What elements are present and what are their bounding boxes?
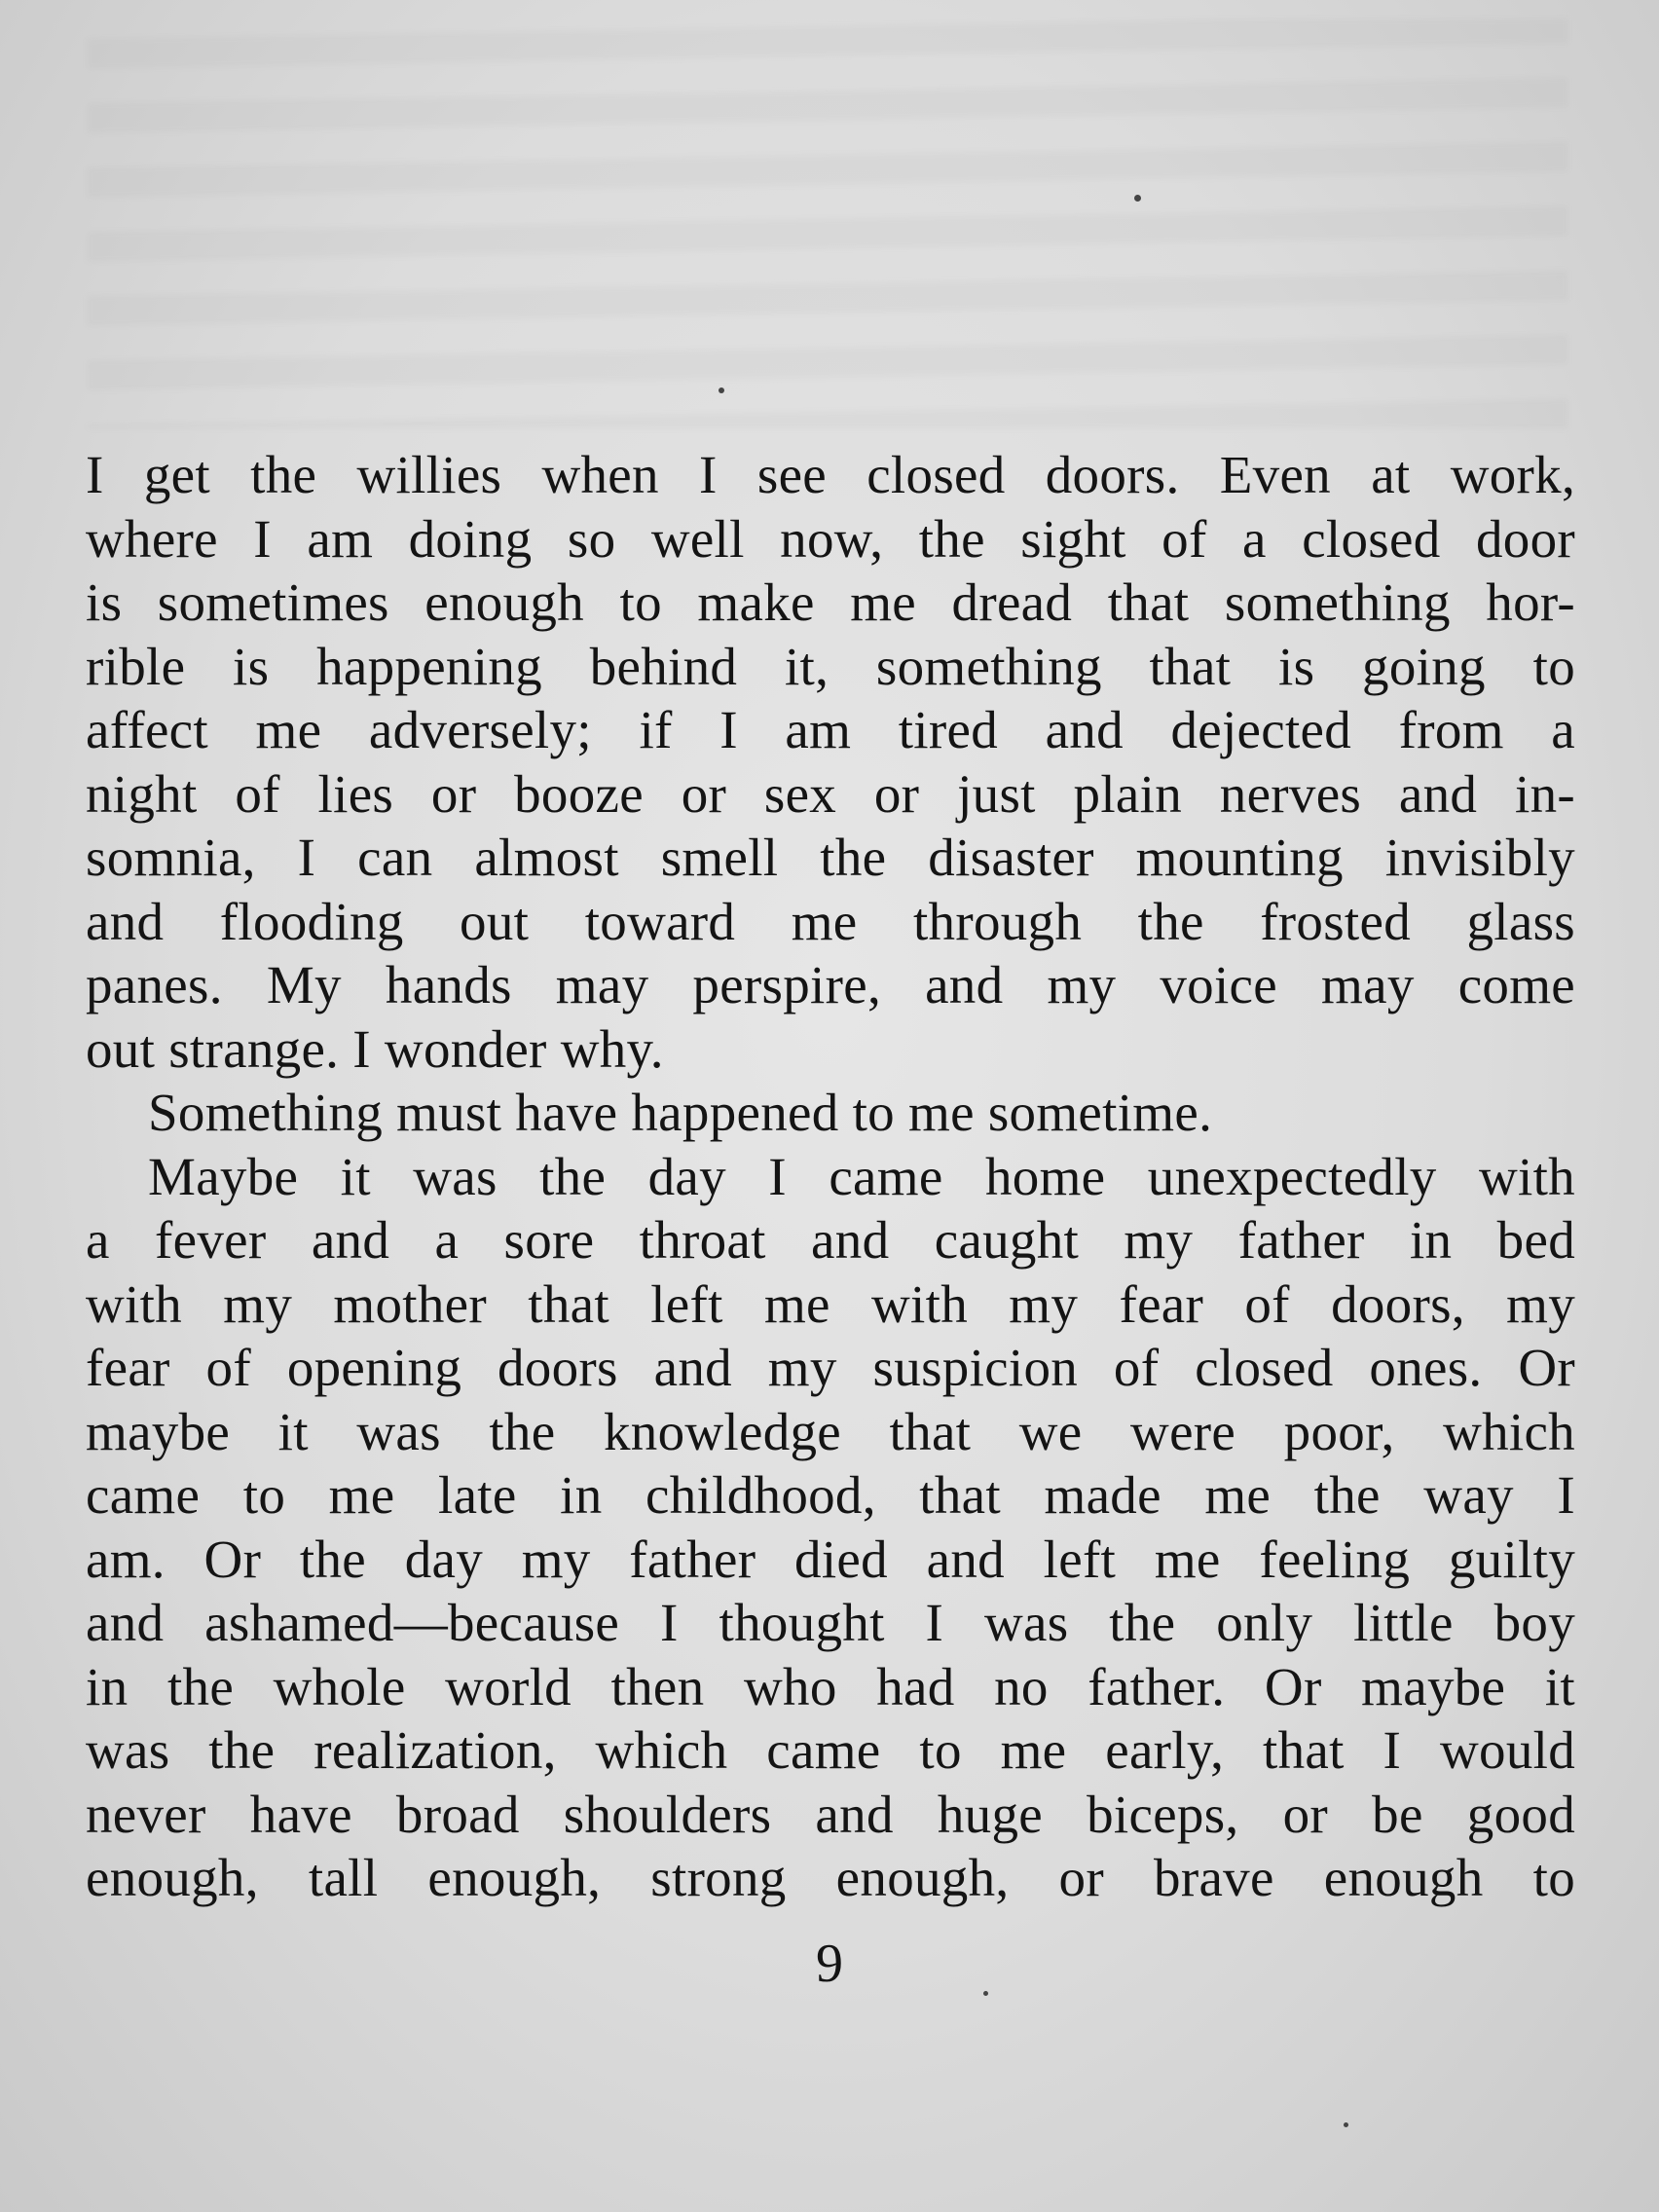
text-line: a fever and a sore throat and caught my father in bed — [86, 1210, 1575, 1270]
text-line: Something must have happened to me sometime. — [148, 1083, 1213, 1142]
text-line: is sometimes enough to make me dread that something hor- — [86, 572, 1575, 632]
print-speck — [719, 387, 724, 393]
text-line: am. Or the day my father died and left me feeling guilty — [86, 1529, 1575, 1589]
text-line: with my mother that left me with my fear of doors, my — [86, 1273, 1575, 1334]
text-line: maybe it was the knowledge that we were poor, which — [86, 1401, 1575, 1461]
text-line: in the whole world then who had no father. Or maybe it — [86, 1656, 1575, 1716]
print-speck — [1134, 195, 1141, 202]
text-line: came to me late in childhood, that made me the way I — [86, 1465, 1575, 1525]
bleed-through-text — [88, 19, 1567, 428]
text-line: affect me adversely; if I am tired and dejected from a — [86, 700, 1575, 759]
text-line: Maybe it was the day I came home unexpectedly with — [148, 1146, 1575, 1206]
paragraph-3 — [86, 1145, 1575, 1910]
paragraph-2 — [86, 1081, 1575, 1145]
text-line: fear of opening doors and my suspicion of closed ones. Or — [86, 1338, 1575, 1397]
text-line: I get the willies when I see closed doors. Even at work, — [86, 445, 1575, 504]
text-line: was the realization, which came to me early, that I would — [86, 1720, 1575, 1780]
text-line: enough, tall enough, strong enough, or brave enough to — [86, 1848, 1575, 1907]
text-line: never have broad shoulders and huge biceps, or be good — [86, 1784, 1575, 1844]
text-line: rible is happening behind it, something that is going to — [86, 636, 1575, 696]
paragraph-1 — [86, 443, 1575, 1081]
text-line: night of lies or booze or sex or just plain nerves and in- — [86, 763, 1575, 824]
page-number: 9 — [816, 1934, 843, 1994]
text-line: and ashamed—because I thought I was the only little boy — [86, 1593, 1575, 1652]
text-line: out strange. I wonder why. — [86, 1018, 664, 1079]
print-speck — [1344, 2122, 1348, 2127]
text-line: where I am doing so well now, the sight of a closed door — [86, 508, 1575, 569]
text-line: and flooding out toward me through the frosted glass — [86, 891, 1575, 951]
body-text — [86, 443, 1575, 1910]
text-line: panes. My hands may perspire, and my voice may come — [86, 955, 1575, 1014]
text-line: somnia, I can almost smell the disaster mounting invisibly — [86, 828, 1575, 887]
